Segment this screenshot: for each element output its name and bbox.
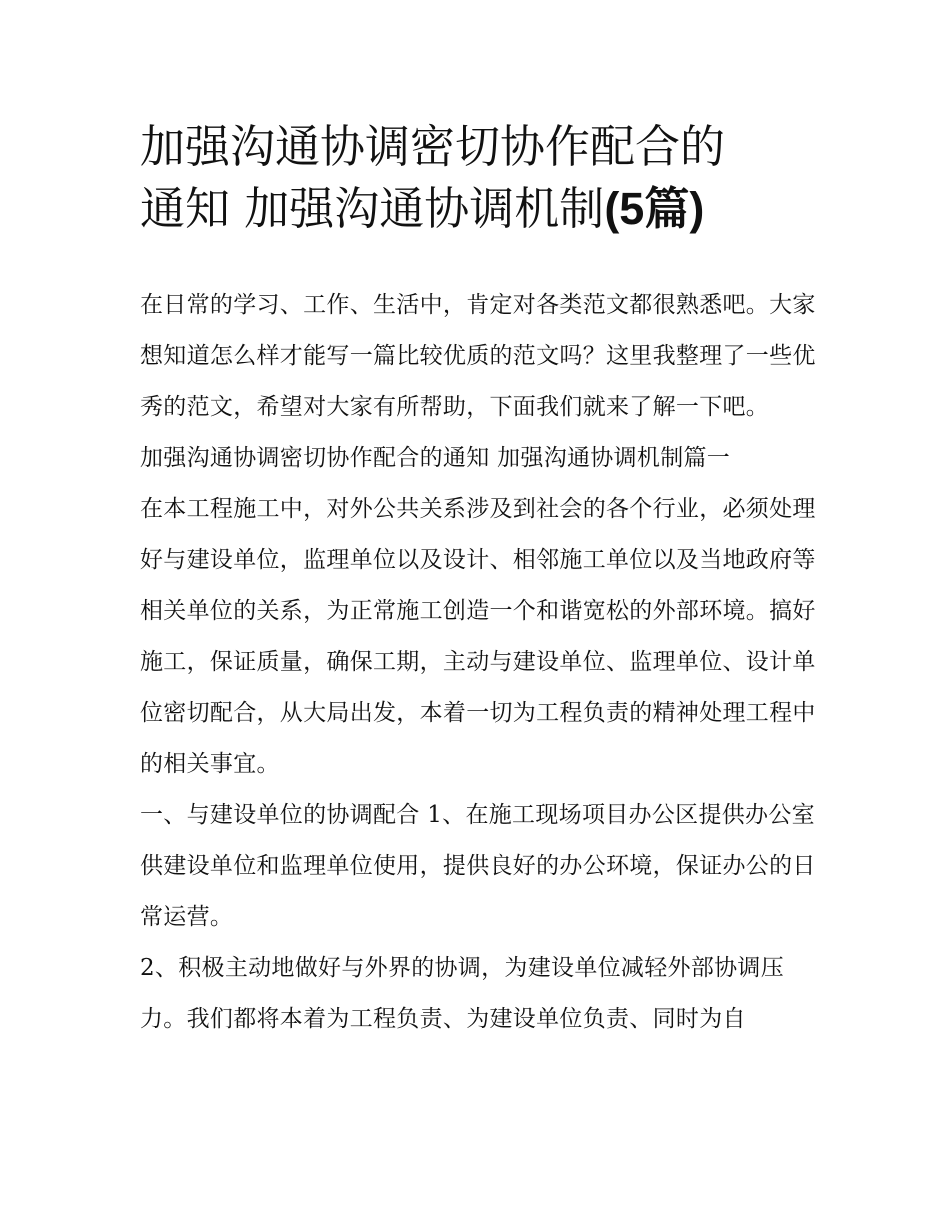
document-body [140, 280, 820, 1045]
title-count: (5篇) [604, 183, 705, 234]
title-line-1: 加强沟通协调密切协作配合的 [140, 120, 726, 173]
section-heading: 加强沟通协调密切协作配合的通知 加强沟通协调机制篇一 [140, 445, 731, 471]
body-paragraph-1: 在本工程施工中，对外公共关系涉及到社会的各个行业，必须处理好与建设单位，监理单位以及设计、相邻施工单位以及当地政府等相关单位的关系，为正常施工创造一个和谐宽松的外部环境。搞好施工，保证质量，确保工期，主动与建设单位、监理单位、设计单位密切配合，从大局出发，本着一切为工程负责的精神处理工程中的相关事宜。 [140, 496, 816, 777]
intro-paragraph: 在日常的学习、工作、生活中，肯定对各类范文都很熟悉吧。大家想知道怎么样才能写一篇比较优质的范文吗？这里我整理了一些优秀的范文，希望对大家有所帮助，下面我们就来了解一下吧。 [140, 292, 816, 420]
document-title [140, 116, 820, 240]
body-paragraph-3: 2、积极主动地做好与外界的协调，为建设单位减轻外部协调压力。我们都将本着为工程负责、为建设单位负责、同时为自 [140, 955, 785, 1032]
body-paragraph-2: 一、与建设单位的协调配合 1、在施工现场项目办公区提供办公室供建设单位和监理单位使用，提供良好的办公环境，保证办公的日常运营。 [140, 802, 816, 930]
title-line-2: 通知 加强沟通协调机制 [140, 182, 605, 235]
